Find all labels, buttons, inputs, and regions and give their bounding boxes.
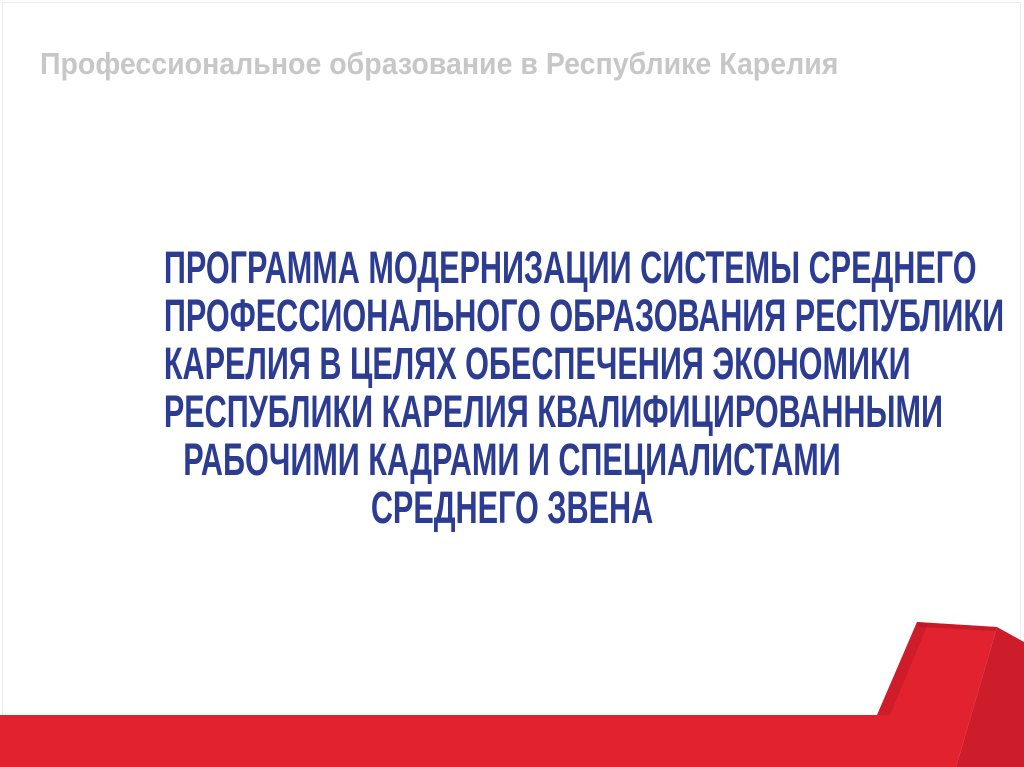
title-line-4: РЕСПУБЛИКИ КАРЕЛИЯ КВАЛИФИЦИРОВАННЫМИ bbox=[163, 386, 943, 437]
title-line-6: СРЕДНЕГО ЗВЕНА bbox=[370, 482, 654, 533]
title-line-2: ПРОФЕССИОНАЛЬНОГО ОБРАЗОВАНИЯ РЕСПУБЛИКИ bbox=[163, 290, 1005, 341]
title-line-1: ПРОГРАММА МОДЕРНИЗАЦИИ СИСТЕМЫ СРЕДНЕГО bbox=[163, 242, 977, 293]
title-line-3: КАРЕЛИЯ В ЦЕЛЯХ ОБЕСПЕЧЕНИЯ ЭКОНОМИКИ bbox=[163, 338, 911, 389]
slide-header-text: Профессиональное образование в Республике Карелия bbox=[40, 46, 839, 81]
ribbon-main-shape bbox=[0, 622, 997, 767]
title-line-5: РАБОЧИМИ КАДРАМИ И СПЕЦИАЛИСТАМИ bbox=[183, 434, 841, 485]
